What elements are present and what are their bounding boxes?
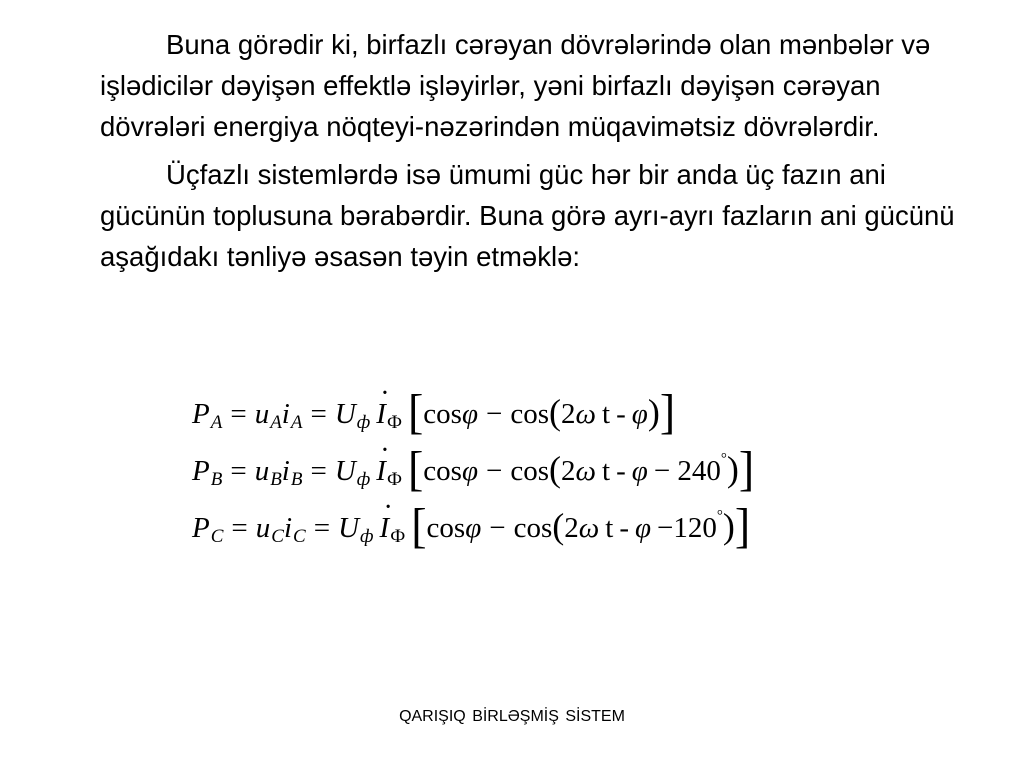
right-paren-icon: ) bbox=[722, 506, 735, 546]
voltage-subscript: B bbox=[270, 469, 282, 490]
left-bracket-icon: [ bbox=[407, 384, 424, 439]
equals-sign: = bbox=[230, 397, 247, 430]
phase-voltage-symbol: U bbox=[334, 397, 356, 430]
power-subscript: C bbox=[210, 526, 224, 547]
phase-voltage-symbol: U bbox=[338, 511, 360, 544]
equals-sign: = bbox=[313, 511, 331, 544]
voltage-symbol: u bbox=[254, 397, 270, 430]
formula-phase-a bbox=[192, 384, 676, 439]
phase-shift-value: − 240 bbox=[653, 454, 721, 487]
voltage-subscript: C bbox=[271, 526, 284, 547]
current-symbol: i bbox=[281, 397, 290, 430]
formula-phase-b bbox=[192, 441, 755, 496]
formula-phase-c bbox=[192, 498, 751, 553]
left-bracket-icon: [ bbox=[411, 498, 427, 553]
phase-voltage-subscript: ф bbox=[356, 412, 371, 433]
voltage-subscript: A bbox=[270, 412, 282, 433]
power-symbol: P bbox=[192, 511, 210, 544]
left-bracket-icon: [ bbox=[407, 441, 424, 496]
two-coefficient: 2 bbox=[561, 397, 576, 430]
phi-symbol: φ bbox=[461, 397, 479, 430]
power-subscript: B bbox=[210, 469, 223, 490]
minus-sign: − bbox=[486, 397, 503, 430]
paragraph-1: Buna görədir ki, birfazlı cərəyan dövrələrində olan mənbələr və işlədicilər dəyişən effektlə işləyirlər, yəni birfazlı dəyişən cərəyan dövrələri energiya nöqteyi-nəzərindən müqavimətsiz dövrələrdir. bbox=[100, 29, 931, 142]
phase-current-subscript: Ф bbox=[386, 412, 402, 433]
dash-sign: - bbox=[616, 454, 626, 487]
minus-sign: − bbox=[489, 511, 506, 544]
voltage-symbol: u bbox=[254, 454, 270, 487]
equals-sign: = bbox=[230, 454, 247, 487]
equals-sign: = bbox=[310, 454, 327, 487]
current-symbol: i bbox=[281, 454, 290, 487]
omega-symbol: ω bbox=[578, 511, 600, 544]
right-paren-icon: ) bbox=[647, 392, 660, 432]
right-paren-icon: ) bbox=[726, 449, 739, 489]
phase-current-subscript: Ф bbox=[390, 526, 406, 547]
current-subscript: A bbox=[290, 412, 303, 433]
phase-current-symbol: · I bbox=[380, 512, 390, 545]
current-symbol: i bbox=[283, 511, 293, 544]
left-paren-icon: ( bbox=[549, 392, 562, 432]
time-symbol: t bbox=[602, 397, 611, 430]
right-bracket-icon: ] bbox=[738, 441, 755, 496]
omega-symbol: ω bbox=[575, 454, 597, 487]
time-symbol: t bbox=[605, 511, 614, 544]
phi-symbol: φ bbox=[631, 454, 648, 487]
phase-shift-value: −120 bbox=[657, 511, 717, 544]
power-symbol: P bbox=[192, 397, 210, 430]
right-bracket-icon: ] bbox=[734, 498, 751, 553]
equals-sign: = bbox=[310, 397, 327, 430]
phase-current-subscript: Ф bbox=[386, 469, 402, 490]
cos-function: cos bbox=[426, 511, 466, 544]
voltage-symbol: u bbox=[255, 511, 271, 544]
cos-function: cos bbox=[510, 454, 550, 487]
cos-function: cos bbox=[510, 397, 550, 430]
cos-function: cos bbox=[423, 454, 462, 487]
equals-sign: = bbox=[231, 511, 248, 544]
two-coefficient: 2 bbox=[564, 511, 579, 544]
dash-sign: - bbox=[619, 511, 629, 544]
cos-function: cos bbox=[423, 397, 462, 430]
phi-symbol: φ bbox=[465, 511, 482, 544]
phase-current-symbol: · I bbox=[376, 455, 386, 488]
power-subscript: A bbox=[210, 412, 223, 433]
phi-symbol: φ bbox=[635, 511, 652, 544]
current-subscript: C bbox=[293, 526, 306, 547]
dash-sign: - bbox=[616, 397, 626, 430]
left-paren-icon: ( bbox=[552, 506, 565, 546]
phase-voltage-subscript: ф bbox=[356, 469, 371, 490]
phase-voltage-symbol: U bbox=[334, 454, 356, 487]
time-symbol: t bbox=[602, 454, 611, 487]
paragraph-2: Üçfazlı sistemlərdə isə ümumi güc hər bir anda üç fazın ani gücünün toplusuna bərabərdir. Buna görə ayrı-ayrı fazların ani gücünü aşağıdakı tənliyə əsasən təyin etməklə: bbox=[100, 159, 955, 272]
minus-sign: − bbox=[486, 454, 503, 487]
omega-symbol: ω bbox=[575, 397, 597, 430]
right-bracket-icon: ] bbox=[659, 384, 676, 439]
phase-current-symbol: · I bbox=[376, 398, 386, 431]
current-subscript: B bbox=[290, 469, 303, 490]
two-coefficient: 2 bbox=[561, 454, 576, 487]
degree-sign: ° bbox=[716, 507, 723, 524]
phi-symbol: φ bbox=[461, 454, 479, 487]
left-paren-icon: ( bbox=[549, 449, 562, 489]
body-text bbox=[100, 24, 960, 284]
cos-function: cos bbox=[513, 511, 553, 544]
phase-voltage-subscript: ф bbox=[360, 526, 374, 547]
power-symbol: P bbox=[192, 454, 210, 487]
slide-footer: QARIŞIQ BİRLƏŞMİŞ SİSTEM bbox=[399, 708, 625, 725]
degree-sign: ° bbox=[720, 450, 727, 467]
phi-symbol: φ bbox=[631, 397, 648, 430]
